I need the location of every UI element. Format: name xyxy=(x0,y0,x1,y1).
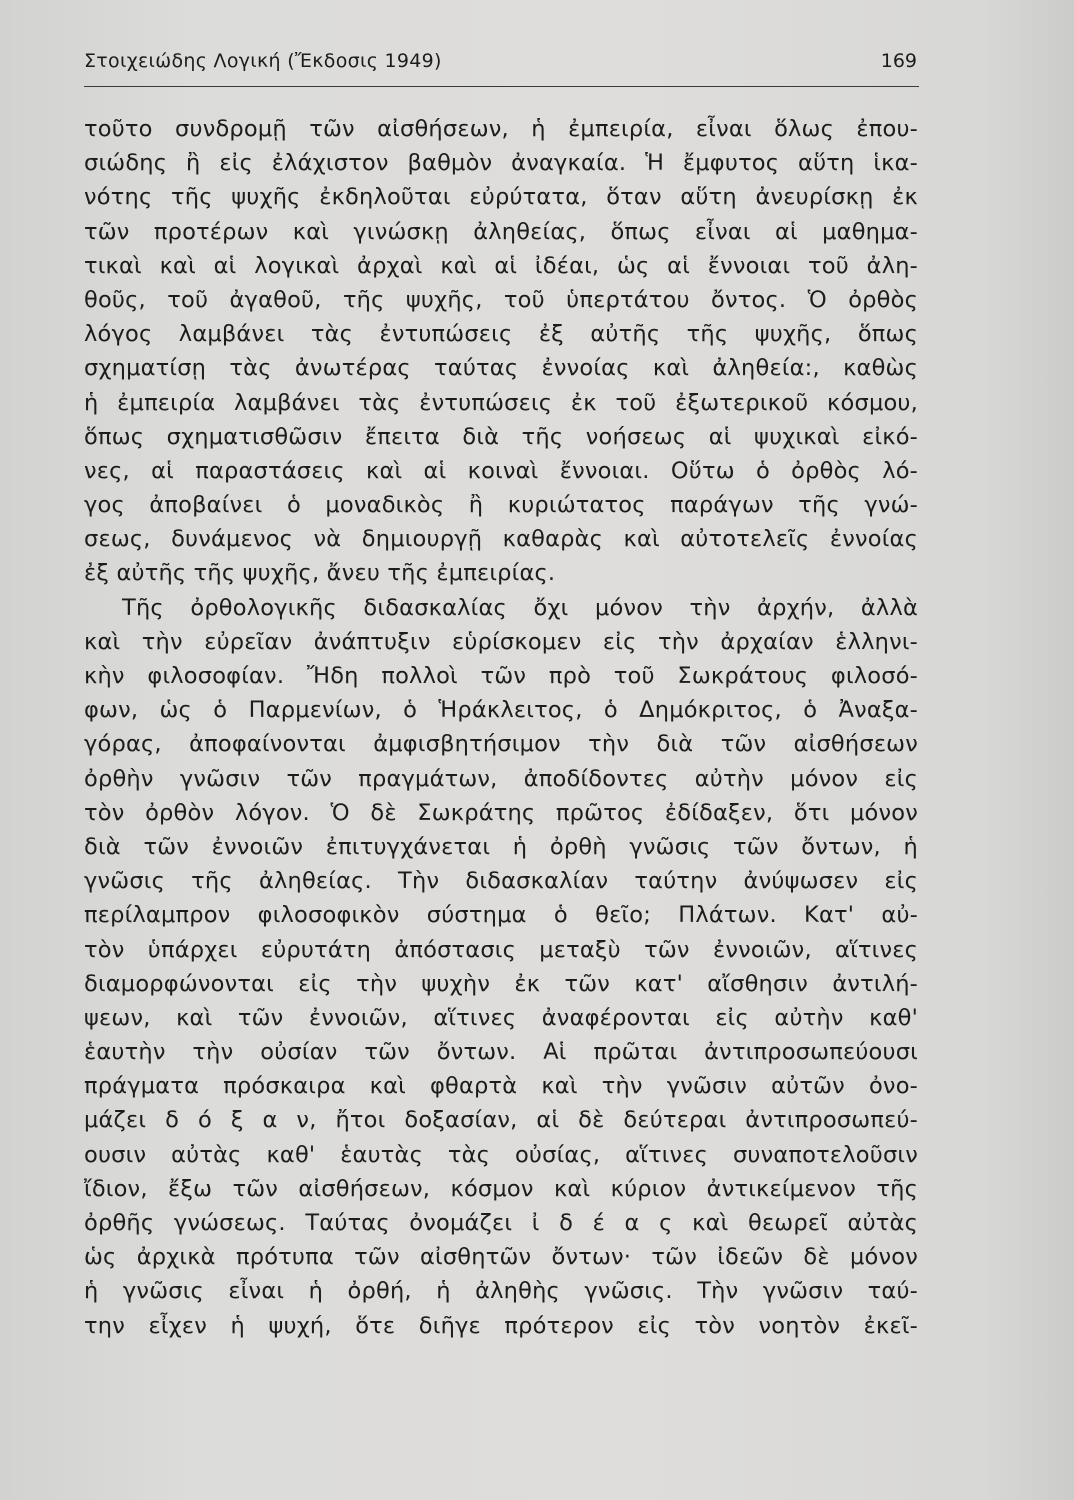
text-line: ὅπως σχηματισθῶσιν ἔπειτα διὰ τῆς νοήσεως αἱ ψυχικαὶ εἰκό- xyxy=(84,423,918,450)
page-number: 169 xyxy=(880,50,917,72)
header-title: Στοιχειώδης Λογική (Ἔκδοσις 1949) xyxy=(84,50,442,72)
text-line: σχηματίσῃ τὰς ἀνωτέρας ταύτας ἐννοίας καὶ ἀληθεία:, καθὼς xyxy=(84,355,918,382)
text-line: ὀρθὴν γνῶσιν τῶν πραγμάτων, ἀποδίδοντες αὐτὴν μόνον εἰς xyxy=(84,765,918,792)
text-line: σιώδης ἢ εἰς ἐλάχιστον βαθμὸν ἀναγκαία. Ἡ ἔμφυτος αὕτη ἱκα- xyxy=(84,150,918,177)
text-line: ὀρθῆς γνώσεως. Ταύτας ὀνομάζει ἰ δ έ α ς καὶ θεωρεῖ αὐτὰς xyxy=(84,1210,918,1236)
text-line: νότης τῆς ψυχῆς ἐκδηλοῦται εὐρύτατα, ὅταν αὕτη ἀνευρίσκῃ ἐκ xyxy=(84,184,918,211)
text-line: νες, αἱ παραστάσεις καὶ αἱ κοιναὶ ἔννοιαι. Οὕτω ὁ ὀρθὸς λό- xyxy=(84,457,918,484)
text-line: ἑαυτὴν τὴν οὐσίαν τῶν ὄντων. Αἱ πρῶται ἀντιπροσωπεύουσι xyxy=(84,1039,918,1066)
text-line: τοῦτο συνδρομῇ τῶν αἰσθήσεων, ἡ ἐμπειρία, εἶναι ὅλως ἐπου- xyxy=(84,116,918,142)
text-line: γος ἀποβαίνει ὁ μοναδικὸς ἢ κυριώτατος παράγων τῆς γνώ- xyxy=(84,492,918,519)
paragraph-start-line: Τῆς ὀρθολογικῆς διδασκαλίας ὄχι μόνον τὴν ἀρχήν, ἀλλὰ xyxy=(122,594,918,621)
text-line: ὡς ἀρχικὰ πρότυπα τῶν αἰσθητῶν ὄντων· τῶν ἰδεῶν δὲ μόνον xyxy=(84,1244,918,1271)
text-line: τὸν ὑπάρχει εὐρυτάτη ἀπόστασις μεταξὺ τῶν ἐννοιῶν, αἵτινες xyxy=(84,936,918,963)
text-line: γνῶσις τῆς ἀληθείας. Τὴν διδασκαλίαν ταύτην ἀνύψωσεν εἰς xyxy=(84,868,918,895)
text-line: ἴδιον, ἔξω τῶν αἰσθήσεων, κόσμον καὶ κύριον ἀντικείμενον τῆς xyxy=(84,1175,918,1202)
text-line: θοῦς, τοῦ ἀγαθοῦ, τῆς ψυχῆς, τοῦ ὑπερτάτου ὄντος. Ὁ ὀρθὸς xyxy=(84,286,918,313)
text-line: την εἶχεν ἡ ψυχή, ὅτε διῆγε πρότερον εἰς τὸν νοητὸν ἐκεῖ- xyxy=(84,1312,918,1339)
text-line: τικαὶ καὶ αἱ λογικαὶ ἀρχαὶ καὶ αἱ ἰδέαι, ὡς αἱ ἔννοιαι τοῦ ἀλη- xyxy=(84,252,918,279)
text-line: τῶν προτέρων καὶ γινώσκῃ ἀληθείας, ὅπως εἶναι αἱ μαθημα- xyxy=(84,218,918,245)
text-line: σεως, δυνάμενος νὰ δημιουργῇ καθαρὰς καὶ αὐτοτελεῖς ἐννοίας xyxy=(84,526,918,553)
text-line: κὴν φιλοσοφίαν. Ἤδη πολλοὶ τῶν πρὸ τοῦ Σωκράτους φιλοσό- xyxy=(84,663,918,689)
text-line: ἡ γνῶσις εἶναι ἡ ὀρθή, ἡ ἀληθὴς γνῶσις. Τὴν γνῶσιν ταύ- xyxy=(84,1278,918,1305)
text-line: περίλαμπρον φιλοσοφικὸν σύστημα ὁ θεῖο; Πλάτων. Κατ' αὐ- xyxy=(84,902,918,929)
text-line: πράγματα πρόσκαιρα καὶ φθαρτὰ καὶ τὴν γνῶσιν αὐτῶν ὀνο- xyxy=(84,1073,918,1100)
body-text xyxy=(84,112,918,1343)
text-line: διὰ τῶν ἐννοιῶν ἐπιτυγχάνεται ἡ ὀρθὴ γνῶσις τῶν ὄντων, ἡ xyxy=(84,833,918,860)
text-line: ουσιν αὐτὰς καθ' ἑαυτὰς τὰς οὐσίας, αἵτινες συναποτελοῦσιν xyxy=(84,1141,918,1168)
page-edge-shadow xyxy=(984,0,1074,1500)
text-line: καὶ τὴν εὐρεῖαν ἀνάπτυξιν εὑρίσκομεν εἰς τὴν ἀρχαίαν ἑλληνι- xyxy=(84,628,918,655)
text-line: μάζει δ ό ξ α ν, ἤτοι δοξασίαν, αἱ δὲ δεύτεραι ἀντιπροσωπεύ- xyxy=(84,1107,918,1134)
text-line: ἐξ αὐτῆς τῆς ψυχῆς, ἄνευ τῆς ἐμπειρίας. xyxy=(84,560,556,587)
text-line: φων, ὡς ὁ Παρμενίων, ὁ Ἡράκλειτος, ὁ Δημόκριτος, ὁ Ἀναξα- xyxy=(84,697,918,724)
text-line: λόγος λαμβάνει τὰς ἐντυπώσεις ἐξ αὐτῆς τῆς ψυχῆς, ὅπως xyxy=(84,321,918,348)
text-line: ψεων, καὶ τῶν ἐννοιῶν, αἵτινες ἀναφέρονται εἰς αὐτὴν καθ' xyxy=(84,1004,918,1031)
running-header xyxy=(84,46,919,87)
text-line: γόρας, ἀποφαίνονται ἀμφισβητήσιμον τὴν διὰ τῶν αἰσθήσεων xyxy=(84,731,918,758)
text-line: διαμορφώνονται εἰς τὴν ψυχὴν ἐκ τῶν κατ' αἴσθησιν ἀντιλή- xyxy=(84,970,918,997)
text-line: ἡ ἐμπειρία λαμβάνει τὰς ἐντυπώσεις ἐκ τοῦ ἐξωτερικοῦ κόσμου, xyxy=(84,389,918,416)
text-line: τὸν ὀρθὸν λόγον. Ὁ δὲ Σωκράτης πρῶτος ἐδίδαξεν, ὅτι μόνον xyxy=(84,799,918,826)
